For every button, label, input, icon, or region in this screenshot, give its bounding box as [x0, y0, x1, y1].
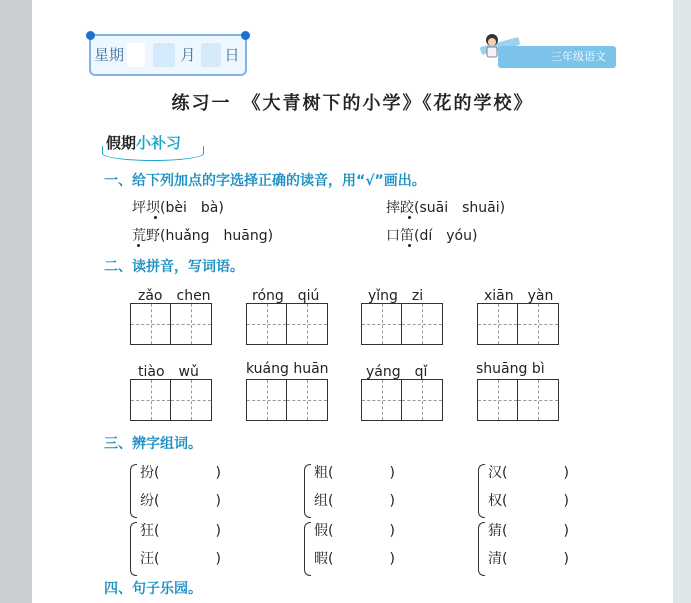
- q2-heading: 二、读拼音，写词语。: [104, 259, 244, 275]
- pair-line[interactable]: 汪( ): [140, 551, 221, 567]
- left-margin: [0, 0, 32, 603]
- emphasis-dot: [137, 244, 140, 247]
- month-label: 月: [180, 46, 196, 64]
- writing-grid[interactable]: [361, 379, 443, 421]
- writing-grid[interactable]: [477, 303, 559, 345]
- brace-icon: [304, 522, 311, 576]
- char-pair: [130, 462, 270, 520]
- badge-part1: 假期: [106, 134, 137, 152]
- pinyin: yǐng zi: [368, 288, 424, 304]
- page-title: 练习一 《大青树下的小学》《花的学校》: [171, 93, 534, 114]
- writing-grid[interactable]: [477, 379, 559, 421]
- writing-grid[interactable]: [130, 303, 212, 345]
- pair-line[interactable]: 粗( ): [314, 465, 395, 481]
- emphasis-dot: [154, 216, 157, 219]
- char-pair: [130, 520, 270, 578]
- char-pair: [304, 462, 444, 520]
- right-margin: [673, 0, 691, 603]
- pinyin: zǎo chen: [138, 288, 211, 304]
- writing-grid[interactable]: [246, 303, 328, 345]
- day-label: 日: [224, 46, 240, 64]
- pair-line[interactable]: 汉( ): [488, 465, 569, 481]
- writing-grid[interactable]: [361, 303, 443, 345]
- pair-line[interactable]: 纷( ): [140, 493, 221, 509]
- q1-item: 摔跤(suāi shuāi): [386, 200, 506, 216]
- pinyin: shuāng bì: [476, 361, 545, 377]
- pair-line[interactable]: 扮( ): [140, 465, 221, 481]
- badge-part2: 小补习: [136, 134, 182, 152]
- badge-underline: [102, 146, 204, 161]
- pair-line[interactable]: 狂( ): [140, 523, 221, 539]
- char-pair: [478, 462, 618, 520]
- emphasis-dot: [408, 216, 411, 219]
- pair-line[interactable]: 猜( ): [488, 523, 569, 539]
- pinyin: tiào wǔ: [138, 364, 199, 380]
- pair-line[interactable]: 清( ): [488, 551, 569, 567]
- week-blank[interactable]: [127, 43, 145, 67]
- writing-grid[interactable]: [130, 379, 212, 421]
- week-label: 星期: [93, 46, 124, 64]
- q4-heading: 四、句子乐园。: [104, 581, 202, 597]
- pin-icon: [241, 31, 250, 40]
- pinyin: kuáng huān: [246, 361, 329, 377]
- pair-line[interactable]: 权( ): [488, 493, 569, 509]
- char-pair: [478, 520, 618, 578]
- pin-icon: [86, 31, 95, 40]
- month-blank[interactable]: [153, 43, 175, 67]
- brace-icon: [130, 522, 137, 576]
- pinyin: xiān yàn: [484, 288, 554, 304]
- pinyin: yáng qǐ: [366, 364, 428, 380]
- q1-heading: 一、给下列加点的字选择正确的读音，用“√”画出。: [104, 173, 426, 189]
- date-box: [89, 34, 247, 76]
- pair-line[interactable]: 假( ): [314, 523, 395, 539]
- brace-icon: [304, 464, 311, 518]
- worksheet-page: [32, 0, 673, 603]
- brace-icon: [478, 464, 485, 518]
- q3-heading: 三、辨字组词。: [104, 436, 202, 452]
- q1-item: 荒野(huǎng huāng): [132, 228, 274, 244]
- pair-line[interactable]: 组( ): [314, 493, 395, 509]
- grade-tag: 三年级语文: [498, 46, 616, 68]
- pinyin: róng qiú: [252, 288, 320, 304]
- writing-grid[interactable]: [246, 379, 328, 421]
- char-pair: [304, 520, 444, 578]
- brace-icon: [130, 464, 137, 518]
- q1-item: 坪坝(bèi bà): [132, 200, 224, 216]
- brace-icon: [478, 522, 485, 576]
- emphasis-dot: [408, 244, 411, 247]
- pair-line[interactable]: 暇( ): [314, 551, 395, 567]
- day-blank[interactable]: [201, 43, 221, 67]
- q1-item: 口笛(dí yóu): [386, 228, 478, 244]
